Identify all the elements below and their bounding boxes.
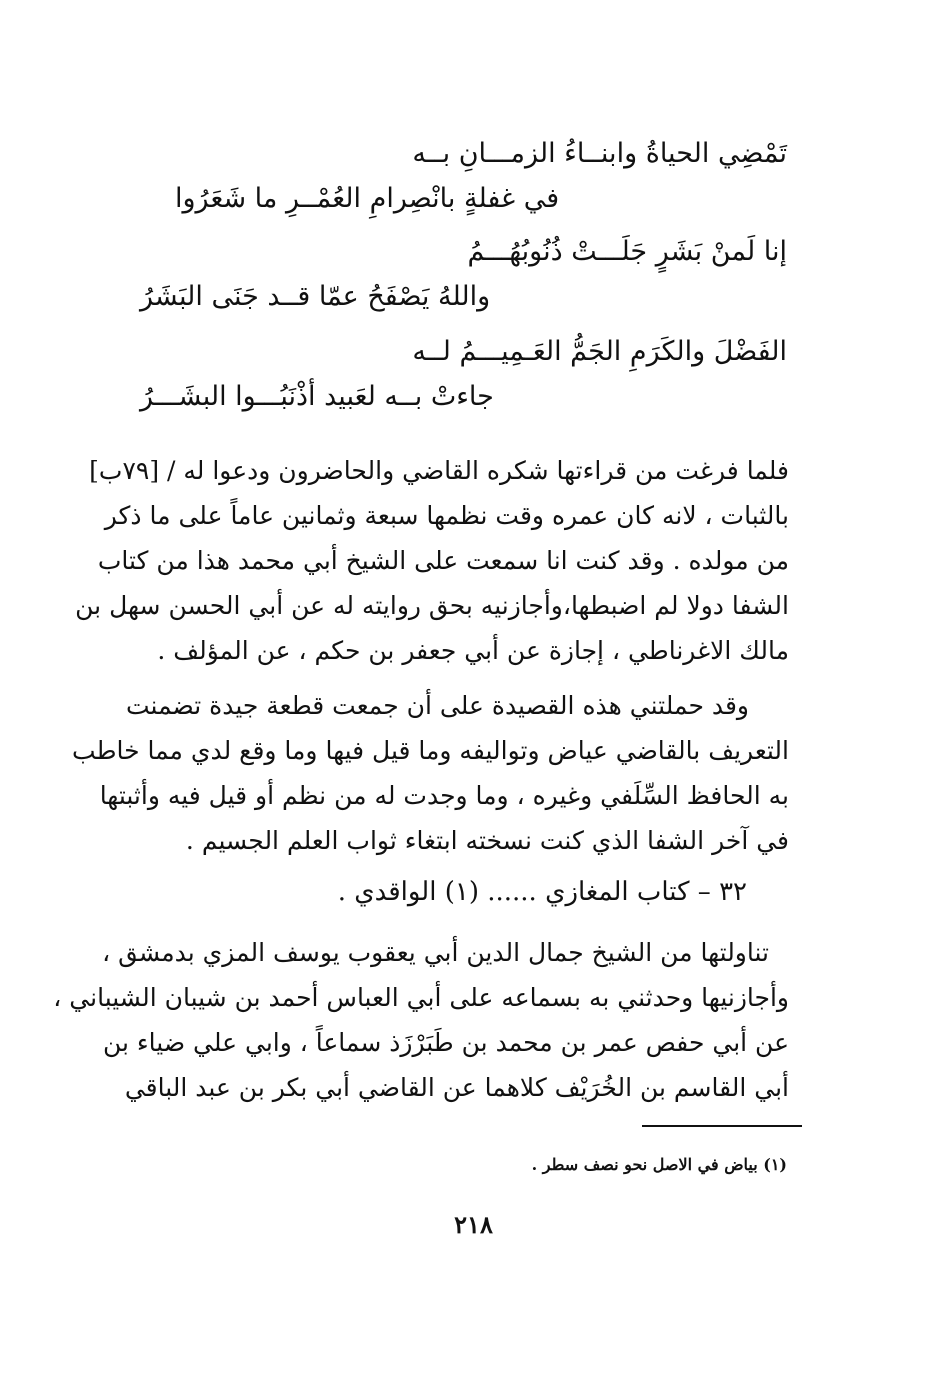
verse-1-first-hemistich: تَمْضِي الحياةُ وابنــاءُ الزمـــانِ بــه (412, 138, 787, 169)
paragraph-3 (53, 930, 789, 1110)
paragraph-line: في آخر الشفا الذي كنت نسخته ابتغاء ثواب العلم الجسيم . (185, 826, 789, 855)
paragraph-line: مالك الاغرناطي ، إجازة عن أبي جعفر بن حكم ، عن المؤلف . (157, 636, 789, 665)
paragraph-line: تناولتها من الشيخ جمال الدين أبي يعقوب يوسف المزي بدمشق ، (102, 938, 769, 967)
verse-1-second-hemistich: في غفلةٍ بانْصِرامِ العُمْــرِ ما شَعَرُوا (175, 183, 560, 214)
paragraph-line: الشفا دولا لم اضبطها،وأجازنيه بحق روايته له عن أبي الحسن سهل بن (75, 591, 789, 620)
paragraph-line: عن أبي حفص عمر بن محمد بن طَبَرْزَذ سماعاً ، وابي علي ضياء بن (102, 1028, 789, 1057)
paragraph-1 (75, 448, 789, 673)
paragraph-line: من مولده . وقد كنت انا سمعت على الشيخ أبي محمد هذا من كتاب (97, 546, 789, 575)
verse-2-second-hemistich: واللهُ يَصْفَحُ عمّا قــد جَنَى البَشَرُ (140, 281, 491, 312)
verse-3-first-hemistich: الفَضْلَ والكَرَمِ الجَمُّ العَـمِيـــمُ لــه (412, 336, 787, 367)
paragraph-line: فلما فرغت من قراءتها شكره القاضي والحاضرون ودعوا له / [٧٩ب] (89, 456, 789, 485)
page-number: ٢١٨ (454, 1210, 493, 1239)
verse-3-second-hemistich: جاءتْ بــه لعَبيد أذْنَبُـــوا البشَـــرُ (140, 381, 494, 412)
paragraph-line: به الحافظ السِّلَفي وغيره ، وما وجدت له من نظم أو قيل فيه وأثبتها (99, 781, 789, 810)
paragraph-2 (72, 683, 789, 863)
verse-2-first-hemistich: إنا لَمنْ بَشَرٍ جَلَـــتْ ذُنُوبُهُـــمُ (467, 236, 787, 267)
paragraph-line: وأجازنيها وحدثني به بسماعه على أبي العباس أحمد بن شيبان الشيباني ، (53, 983, 789, 1012)
paragraph-line: وقد حملتني هذه القصيدة على أن جمعت قطعة جيدة تضمنت (125, 691, 749, 720)
section-heading: ٣٢ – كتاب المغازي ...... (١) الواقدي . (337, 877, 747, 907)
paragraph-line: أبي القاسم بن الخُرَيْف كلاهما عن القاضي أبي بكر بن عبد الباقي (124, 1073, 789, 1102)
paragraph-line: التعريف بالقاضي عياض وتواليفه وما قيل فيها وما وقع لدي مما خاطب (72, 736, 789, 765)
paragraph-line: بالثبات ، لانه كان عمره وقت نظمها سبعة وثمانين عاماً على ما ذكر (104, 501, 789, 530)
footnote: (١) بياض في الاصل نحو نصف سطر . (531, 1155, 787, 1174)
footnote-divider (642, 1125, 802, 1127)
